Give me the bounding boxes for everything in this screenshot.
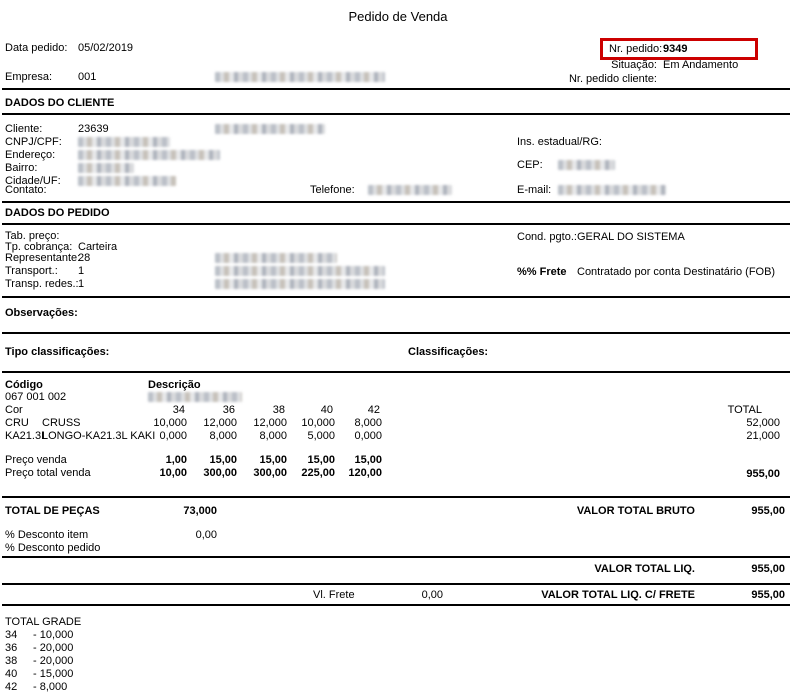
qty-cell: 8,000 [259,430,287,442]
unit-price-cell: 15,00 [354,454,382,466]
color-name: CRUSS [42,417,81,429]
grade-size: 36 [5,642,18,654]
grade-size: 34 [5,629,18,641]
divider [2,88,790,90]
order-date-value: 05/02/2019 [78,42,134,54]
total-price-cell: 225,00 [301,467,335,479]
gross-total-value: 955,00 [751,505,785,517]
unit-price-label: Preço venda [5,454,67,466]
divider [2,496,790,498]
item-code: 067 001 002 [5,391,67,403]
divider [2,113,790,115]
net-total-with-freight-value: 955,00 [751,589,785,601]
redacted-item-description [148,392,242,402]
total-column-header: TOTAL [727,404,762,416]
size-header: 34 [172,404,185,416]
divider [2,201,790,203]
redacted-company-name [215,72,385,82]
redacted-city [78,176,176,186]
divider [2,223,790,225]
item-discount-label: % Desconto item [5,529,89,541]
unit-price-cell: 15,00 [307,454,335,466]
unit-price-cell: 1,00 [165,454,187,466]
carrier-label: Transport.: [5,265,58,277]
color-code: CRU [5,417,29,429]
email-label: E-mail: [517,184,552,196]
billing-type-value: Carteira [78,241,118,253]
status-value: Em Andamento [663,59,739,71]
price-table-label: Tab. preço: [5,230,60,242]
grade-qty: - 15,000 [33,668,74,680]
qty-cell: 12,000 [253,417,287,429]
grade-size: 42 [5,681,18,693]
redispatch-carrier-label: Transp. redes.: [5,278,79,290]
color-name: LONGO-KA21.3L KAKI [42,430,156,442]
item-discount-value: 0,00 [195,529,217,541]
grade-size: 38 [5,655,18,667]
order-number-label: Nr. pedido: [609,43,663,55]
total-price-label: Preço total venda [5,467,91,479]
unit-price-cell: 15,00 [259,454,287,466]
color-code: KA21.3L [5,430,48,442]
redacted-district [78,163,134,173]
total-price-cell: 120,00 [348,467,382,479]
gross-total-label: VALOR TOTAL BRUTO [576,505,695,517]
customer-label: Cliente: [5,123,43,135]
total-pieces-value: 73,000 [183,505,217,517]
size-header: 38 [272,404,285,416]
qty-cell: 0,000 [159,430,187,442]
total-price-sum: 955,00 [746,468,780,480]
net-total-with-freight-label: VALOR TOTAL LIQ. C/ FRETE [541,589,695,601]
divider [2,556,790,558]
company-code: 001 [78,71,97,83]
grade-qty: - 8,000 [33,681,68,693]
code-column-header: Código [5,379,43,391]
contact-label: Contato: [5,184,47,196]
total-grade-title: TOTAL GRADE [5,616,82,628]
postal-code-label: CEP: [517,159,543,171]
redacted-customer-name [215,124,325,134]
qty-cell: 12,000 [203,417,237,429]
total-price-cell: 300,00 [203,467,237,479]
total-price-cell: 10,00 [159,467,187,479]
qty-cell: 0,000 [354,430,382,442]
qty-cell: 8,000 [209,430,237,442]
qty-cell: 8,000 [354,417,382,429]
customer-code: 23639 [78,123,109,135]
redacted-carrier-name [215,266,385,276]
customer-order-number-label: Nr. pedido cliente: [568,73,657,85]
redacted-redispatch-carrier-name [215,279,385,289]
redacted-postal-code [558,160,615,170]
payment-terms-label: Cond. pgto.: [517,231,577,243]
order-discount-label: % Desconto pedido [5,542,101,554]
classification-label: Classificações: [408,346,489,358]
carrier-code: 1 [78,265,85,277]
divider [2,583,790,585]
customer-section-title: DADOS DO CLIENTE [5,97,115,109]
unit-price-cell: 15,00 [209,454,237,466]
page-title: Pedido de Venda [348,9,448,24]
billing-type-label: Tp. cobrança: [5,241,73,253]
district-label: Bairro: [5,162,38,174]
redacted-email [558,185,666,195]
color-column-header: Cor [5,404,23,416]
grade-qty: - 20,000 [33,655,74,667]
phone-label: Telefone: [310,184,355,196]
grade-qty: - 10,000 [33,629,74,641]
classification-type-label: Tipo classificações: [5,346,110,358]
total-pieces-label: TOTAL DE PEÇAS [5,505,100,517]
qty-cell: 10,000 [301,417,335,429]
sales-rep-code: 28 [78,252,91,264]
order-section-title: DADOS DO PEDIDO [5,207,110,219]
description-column-header: Descrição [148,379,201,391]
redacted-sales-rep-name [215,253,337,263]
grade-qty: - 20,000 [33,642,74,654]
sales-rep-label: Representante: [5,252,81,264]
qty-cell: 5,000 [307,430,335,442]
freight-amount-value: 0,00 [421,589,443,601]
divider [2,371,790,373]
row-total: 52,000 [746,417,780,429]
net-total-label: VALOR TOTAL LIQ. [594,563,695,575]
row-total: 21,000 [746,430,780,442]
state-registration-label: Ins. estadual/RG: [517,136,602,148]
size-header: 36 [222,404,235,416]
redacted-address [78,150,220,160]
redacted-phone [368,185,452,195]
company-label: Empresa: [5,71,53,83]
address-label: Endereço: [5,149,56,161]
redacted-cnpj [78,137,170,147]
divider [2,296,790,298]
freight-value: Contratado por conta Destinatário (FOB) [577,266,776,278]
redispatch-carrier-code: 1 [78,278,85,290]
freight-amount-label: Vl. Frete [313,589,355,601]
cnpj-label: CNPJ/CPF: [5,136,62,148]
freight-label: %% Frete [517,266,567,278]
city-label: Cidade/UF: [5,175,61,187]
grade-size: 40 [5,668,18,680]
payment-terms-value: GERAL DO SISTEMA [577,231,685,243]
status-label: Situação: [611,59,657,71]
order-date-label: Data pedido: [5,42,68,54]
notes-label: Observações: [5,307,78,319]
size-header: 42 [367,404,380,416]
net-total-value: 955,00 [751,563,785,575]
total-price-cell: 300,00 [253,467,287,479]
qty-cell: 10,000 [153,417,187,429]
divider [2,604,790,606]
size-header: 40 [320,404,333,416]
order-number-value: 9349 [663,43,688,55]
divider [2,332,790,334]
